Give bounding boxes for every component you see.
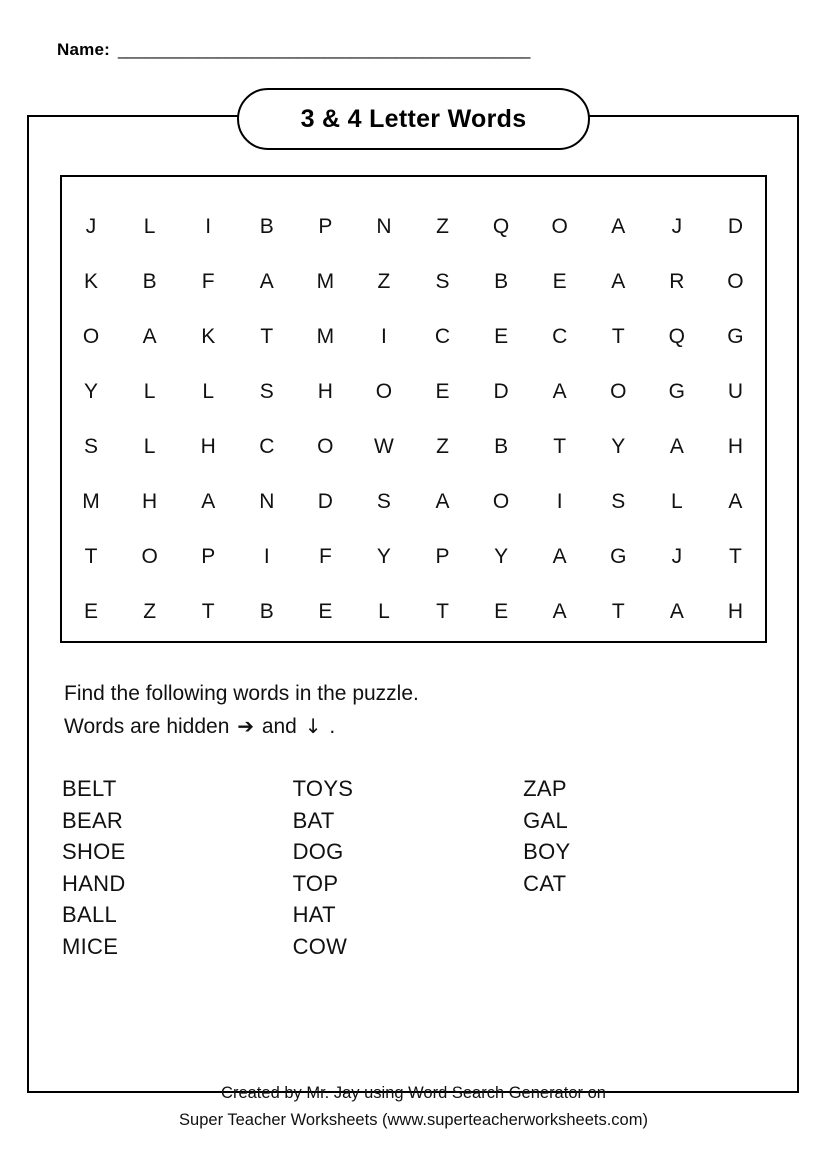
grid-cell: I <box>205 214 212 238</box>
grid-cell: T <box>201 599 216 623</box>
grid-cell: A <box>552 599 568 623</box>
grid-row <box>62 419 765 474</box>
grid-cell: U <box>727 379 744 403</box>
grid-cell: O <box>317 434 335 458</box>
grid-cell: G <box>668 379 686 403</box>
grid-cell: O <box>610 379 627 403</box>
grid-cell: L <box>143 379 156 403</box>
grid-cell: M <box>82 489 101 513</box>
grid-cell: A <box>552 379 568 403</box>
name-field-row <box>57 40 530 60</box>
grid-cell: G <box>727 324 745 348</box>
grid-cell: Z <box>377 269 391 293</box>
grid-cell: H <box>142 489 158 513</box>
grid-cell: P <box>318 214 333 238</box>
grid-cell: T <box>84 544 98 568</box>
grid-cell: P <box>201 544 216 568</box>
grid-cell: F <box>318 544 333 568</box>
page-title: 3 & 4 Letter Words <box>300 104 527 133</box>
footer-line-1: Created by Mr. Jay using Word Search Generator on <box>221 1084 606 1102</box>
grid-cell: G <box>610 544 627 568</box>
word-column <box>62 773 293 962</box>
grid-cell: Z <box>143 599 157 623</box>
grid-cell: E <box>318 599 333 623</box>
grid-cell: E <box>435 379 451 403</box>
grid-cell: S <box>84 434 99 458</box>
grid-cell: C <box>552 324 568 348</box>
grid-cell: J <box>85 214 97 238</box>
grid-cell: T <box>260 324 274 348</box>
word-item: BAT <box>292 807 335 833</box>
grid-cell: S <box>611 489 626 513</box>
grid-cell: Y <box>376 544 392 568</box>
word-item: TOYS <box>292 776 354 801</box>
grid-cell: T <box>729 544 743 568</box>
grid-cell: F <box>201 269 216 293</box>
grid-cell: A <box>669 599 685 623</box>
grid-cell: E <box>84 599 99 623</box>
word-column <box>523 773 702 962</box>
grid-cell: E <box>494 599 509 623</box>
grid-cell: Z <box>436 434 450 458</box>
grid-cell: C <box>434 324 451 348</box>
grid-cell: L <box>143 214 156 238</box>
grid-cell: L <box>143 434 156 458</box>
grid-cell: A <box>142 324 158 348</box>
word-list <box>62 773 702 962</box>
grid-cell: E <box>552 269 568 293</box>
grid-cell: A <box>552 544 568 568</box>
grid-cell: T <box>611 324 626 348</box>
word-item: SHOE <box>62 839 126 864</box>
grid-cell: Q <box>492 214 510 238</box>
name-label: Name: <box>57 40 110 59</box>
grid-cell: A <box>201 489 216 513</box>
grid-row <box>62 529 765 584</box>
grid-cell: A <box>259 269 275 293</box>
grid-cell: T <box>553 434 567 458</box>
name-blank-line: ______________________________________________ <box>117 40 530 59</box>
instructions-line-1: Find the following words in the puzzle. <box>64 682 419 705</box>
grid-cell: O <box>375 379 393 403</box>
instructions-line-2-pre: Words are hidden <box>64 715 230 738</box>
grid-cell: D <box>727 214 744 238</box>
word-search-grid-box <box>60 175 767 643</box>
grid-cell: J <box>671 544 683 568</box>
grid-cell: T <box>436 599 450 623</box>
grid-cell: D <box>317 489 334 513</box>
grid-cell: L <box>202 379 215 403</box>
title-pill <box>237 88 590 150</box>
word-item: GAL <box>523 807 569 833</box>
grid-cell: O <box>141 544 159 568</box>
grid-cell: W <box>374 434 395 458</box>
grid-cell: N <box>376 214 393 238</box>
grid-row <box>62 584 765 639</box>
word-item: BALL <box>62 902 118 927</box>
grid-cell: C <box>259 434 275 458</box>
grid-row <box>62 309 765 364</box>
instructions <box>64 678 764 743</box>
grid-cell: I <box>263 544 271 568</box>
grid-row <box>62 474 765 529</box>
arrow-right-icon: ➔ <box>237 714 254 738</box>
grid-cell: H <box>317 379 334 403</box>
grid-cell: Y <box>611 434 626 458</box>
grid-cell: H <box>727 434 744 458</box>
grid-cell: A <box>728 489 743 513</box>
word-item: ZAP <box>523 776 567 801</box>
instructions-line-2-mid: and <box>261 715 297 738</box>
word-item: BEAR <box>62 807 124 833</box>
grid-cell: E <box>494 324 509 348</box>
grid-cell: Y <box>84 379 99 403</box>
word-item: BOY <box>523 839 571 864</box>
grid-cell: I <box>556 489 564 513</box>
grid-cell: K <box>201 324 216 348</box>
footer-line-2: Super Teacher Worksheets (www.superteacherworksheets.com) <box>179 1111 648 1129</box>
word-item: HAT <box>292 902 336 927</box>
arrow-down-icon: ↓ <box>304 714 322 738</box>
grid-cell: Q <box>668 324 686 348</box>
grid-cell: M <box>316 324 335 348</box>
grid-cell: Z <box>436 214 450 238</box>
word-item: COW <box>292 933 348 959</box>
grid-cell: O <box>727 269 745 293</box>
grid-cell: S <box>259 379 275 403</box>
grid-cell: O <box>551 214 569 238</box>
grid-row <box>62 364 765 419</box>
grid-cell: H <box>727 599 744 623</box>
grid-cell: D <box>493 379 510 403</box>
word-item: BELT <box>62 776 117 801</box>
grid-cell: N <box>259 489 275 513</box>
grid-cell: T <box>611 599 626 623</box>
grid-cell: S <box>435 269 451 293</box>
grid-cell: O <box>492 489 510 513</box>
word-column <box>293 773 524 962</box>
word-item: HAND <box>62 870 126 896</box>
grid-row <box>62 254 765 309</box>
grid-cell: P <box>435 544 451 568</box>
grid-cell: J <box>671 214 683 238</box>
grid-cell: I <box>381 324 388 348</box>
grid-cell: M <box>316 269 335 293</box>
word-item: MICE <box>62 933 119 959</box>
grid-cell: A <box>611 214 626 238</box>
grid-cell: B <box>494 434 509 458</box>
instructions-line-2-post: . <box>329 715 336 738</box>
footer <box>0 1080 827 1134</box>
grid-cell: A <box>669 434 685 458</box>
word-item: TOP <box>292 870 339 896</box>
grid-row <box>62 199 765 254</box>
grid-cell: O <box>82 324 100 348</box>
grid-cell: B <box>259 214 275 238</box>
grid-cell: L <box>378 599 391 623</box>
grid-cell: H <box>200 434 217 458</box>
instructions-line-2 <box>64 710 764 743</box>
word-item: DOG <box>292 839 344 864</box>
grid-cell: Y <box>494 544 509 568</box>
grid-cell: B <box>259 599 275 623</box>
grid-cell: B <box>142 269 158 293</box>
grid-cell: R <box>669 269 685 293</box>
grid-cell: K <box>84 269 99 293</box>
word-search-grid <box>62 199 765 639</box>
grid-cell: A <box>435 489 451 513</box>
grid-cell: B <box>494 269 509 293</box>
word-item: CAT <box>523 870 567 896</box>
grid-cell: A <box>611 269 626 293</box>
grid-cell: L <box>670 489 684 513</box>
grid-cell: S <box>376 489 392 513</box>
